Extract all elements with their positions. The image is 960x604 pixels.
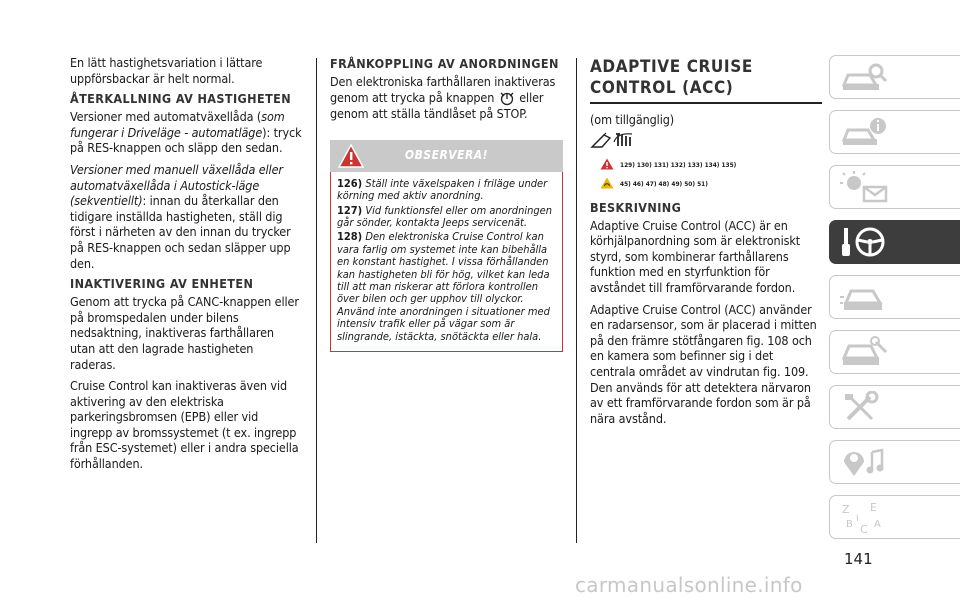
cruise-cancel-button-icon	[498, 90, 516, 106]
heading-description: BESKRIVNING	[590, 199, 682, 215]
svg-text:A: A	[874, 519, 881, 530]
tab-starting-driving[interactable]	[829, 220, 960, 264]
chapter-tabs	[829, 55, 960, 550]
svg-text:C: C	[860, 523, 868, 535]
page-number: 141	[844, 550, 873, 568]
heading-deactivation: INAKTIVERING AV ENHETEN	[70, 276, 254, 292]
tab-servicing[interactable]	[829, 330, 960, 374]
column-divider-2	[576, 58, 577, 543]
tab-dashboard[interactable]	[829, 110, 960, 154]
tab-technical-data[interactable]	[829, 385, 960, 429]
notice-header	[330, 140, 563, 172]
deactivation-text-2: Cruise Control kan inaktiveras även vid aktivering av den elektriska parkeringsbromsen (EPB) eller vid ingrepp av bromssystemet (t ex. ingrepp från ESC-systemet) eller i andra speciella förhållanden.	[70, 378, 299, 472]
column-divider-1	[316, 58, 317, 543]
heading-resume-speed: ÅTERKALLNING AV HASTIGHETEN	[70, 91, 292, 107]
tab-safety[interactable]	[829, 165, 960, 209]
tab-multimedia[interactable]	[829, 440, 960, 484]
resume-automatic-text: Versioner med automatväxellåda (som fungerar i Driveläge - automatläge): tryck på RES-knappen och släpp den sedan.	[70, 109, 302, 156]
caution-triangle-icon	[600, 177, 614, 191]
notice-item: 126) Ställ inte växelspaken i friläge under körning med aktiv anordning.	[337, 176, 548, 203]
deactivation-text-1: Genom att trycka på CANC-knappen eller på bromspedalen under bilens nedsaktning, inaktiveras farthållaren utan att den lagrade hastigheten raderas.	[70, 294, 299, 372]
section-title: ADAPTIVE CRUISE CONTROL (ACC)	[590, 57, 753, 98]
availability-text: (om tillgänglig)	[590, 112, 675, 127]
caution-reference-row	[600, 177, 822, 191]
description-text-2: Adaptive Cruise Control (ACC) använder en radarsensor, som är placerad i mitten på den främre stötfångaren fig. 108 och en kamera som befinner sig i det centrala området av vindrutan fig. 109. Den används för att detektera närvaron av ett framförvarande fordon som är på nära avstånd.	[590, 301, 817, 426]
column-middle	[330, 55, 563, 352]
caution-references: 45) 46) 47) 48) 49) 50) 51)	[620, 179, 708, 188]
notice-box	[330, 172, 563, 352]
acc-symbol-icon	[590, 130, 822, 154]
description-text-1: Adaptive Cruise Control (ACC) är en körhjälpanordning som är elektroniskt styrd, som kombinerar farthållarens funktion med en styrfunktion för avståndet till framförvarande fordon.	[590, 217, 801, 295]
svg-text:E: E	[870, 501, 877, 514]
warning-reference-row	[600, 158, 822, 172]
watermark: carmanualsonline.info	[575, 573, 803, 597]
heading-disconnection: FRÅNKOPPLING AV ANORDNINGEN	[330, 56, 559, 71]
warning-references: 129) 130) 131) 132) 133) 134) 135)	[620, 160, 737, 169]
notice-label: OBSERVERA!	[404, 147, 489, 162]
tab-knowing-vehicle[interactable]	[829, 55, 960, 99]
column-left	[70, 55, 302, 478]
column-right	[590, 55, 822, 432]
resume-manual-text: Versioner med manuell växellåda eller automatväxellåda i Autostick-läge (sekventiellt): innan du återkallar den tidigare inställda hastigheten, ställ dig först i närheten av den innan du trycker på RES-knappen och sedan släpper upp den.	[70, 161, 291, 271]
warning-triangle-small-icon	[600, 158, 614, 172]
notice-item: 127) Vid funktionsfel eller om anordningen går sönder, kontakta Jeeps servicenät.	[337, 203, 553, 229]
tab-index[interactable]	[829, 495, 960, 539]
title-rule	[590, 102, 822, 104]
notice-item: 128) Den elektroniska Cruise Control kan vara farlig om systemet inte kan bibehålla en konstant hastighet. I vissa förhållanden kan hastigheten bli för hög, vilket kan leda till att man riskerar att förlora kontrollen över bilen och ger upphov till olyckor. Använd inte anordningen i situationer med intensiv trafik eller på vägar som är slingrande, istäckta, snötäckta eller hala.	[337, 230, 550, 343]
svg-text:I: I	[856, 514, 859, 524]
svg-text:Z: Z	[842, 503, 850, 516]
intro-text: En lätt hastighetsvariation i lättare uppförsbackar är helt normal.	[70, 55, 263, 86]
tab-emergency[interactable]	[829, 275, 960, 319]
disconnection-text: Den elektroniska farthållaren inaktiveras genom att trycka på knappen eller genom att ställa tändlåset på STOP.	[330, 74, 556, 122]
svg-text:B: B	[846, 519, 853, 530]
